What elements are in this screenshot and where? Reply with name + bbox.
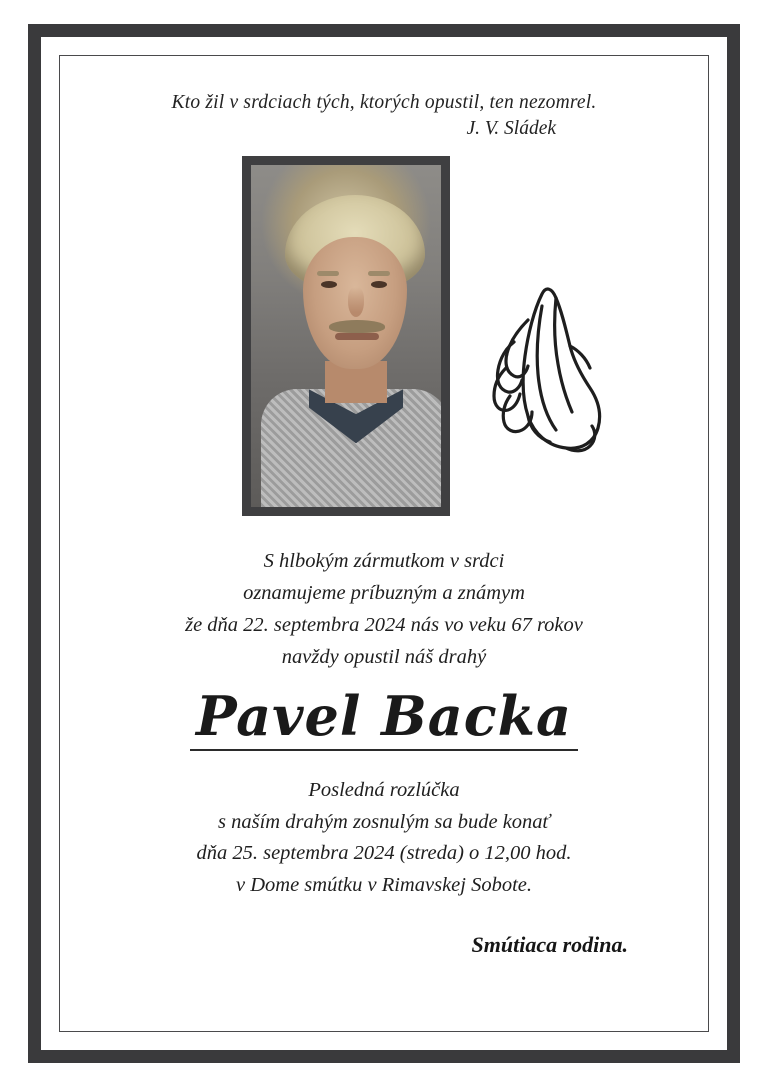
praying-hands-icon <box>470 276 618 466</box>
announcement-line-2: oznamujeme príbuzným a známym <box>243 582 525 605</box>
deceased-name: Pavel Backa <box>190 687 578 750</box>
deceased-name-block <box>94 684 674 750</box>
portrait-frame <box>242 156 450 516</box>
portrait-brow-right <box>368 271 390 276</box>
farewell-line-1: Posledná rozlúčka <box>308 778 460 801</box>
signature: Smútiaca rodina. <box>471 931 628 957</box>
farewell-line-3: dňa 25. septembra 2024 (streda) o 12,00 hod. <box>196 842 572 865</box>
portrait-photo <box>251 165 441 507</box>
announcement-line-3: že dňa 22. septembra 2024 nás vo veku 67 rokov <box>185 613 583 636</box>
notice-content <box>60 56 708 1031</box>
portrait-shirt <box>261 389 449 516</box>
announcement-text <box>94 546 674 673</box>
quote-author: J. V. Sládek <box>466 118 556 140</box>
portrait-brow-left <box>317 271 339 276</box>
farewell-line-4: v Dome smútku v Rimavskej Sobote. <box>235 874 533 897</box>
farewell-line-2: s naším drahým zosnulým sa bude konať <box>217 810 551 833</box>
quote-text: Kto žil v srdciach tých, ktorých opustil, ten nezomrel. <box>171 92 597 113</box>
epitaph-quote <box>94 90 674 116</box>
portrait-mustache <box>329 320 385 333</box>
announcement-line-1: S hlbokým zármutkom v srdci <box>263 550 505 573</box>
announcement-line-4: navždy opustil náš drahý <box>281 645 487 668</box>
farewell-text <box>94 775 674 902</box>
portrait-mouth <box>335 333 379 340</box>
figure-row <box>94 156 674 524</box>
inner-rule <box>59 55 709 1032</box>
mourning-border <box>28 24 740 1063</box>
